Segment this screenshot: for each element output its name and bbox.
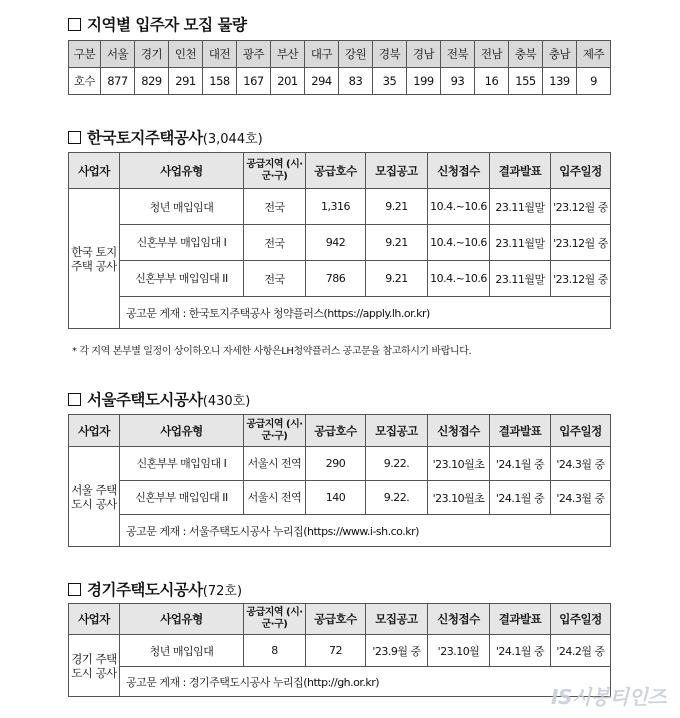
column-header: 공급호수	[306, 604, 366, 635]
region-count-cell: 35	[373, 68, 407, 95]
move-cell: '24.3월 중	[551, 481, 611, 515]
column-header: 신청접수	[428, 415, 490, 447]
checkbox-square-icon	[68, 583, 81, 596]
region-header-cell: 광주	[237, 41, 271, 68]
move-cell: '24.2월 중	[551, 635, 611, 667]
notice-cell: 9.22.	[366, 481, 428, 515]
type-cell: 신혼부부 매입임대 II	[120, 261, 244, 297]
column-header: 사업자	[69, 604, 120, 635]
apply-cell: 10.4.~10.6	[428, 261, 490, 297]
region-count-cell: 201	[271, 68, 305, 95]
region-cell: 전국	[244, 189, 306, 225]
gh-table	[68, 603, 611, 697]
move-cell: '24.3월 중	[551, 447, 611, 481]
region-count-cell: 158	[203, 68, 237, 95]
regional-heading: 지역별 입주자 모집 물량	[68, 13, 246, 35]
lh-header-row	[69, 153, 611, 189]
region-count-cell: 155	[509, 68, 543, 95]
apply-cell: '23.10월초	[428, 447, 490, 481]
column-header: 입주일정	[551, 415, 611, 447]
column-header: 사업유형	[120, 604, 244, 635]
notice-cell: 9.21	[366, 261, 428, 297]
column-header: 신청접수	[428, 153, 490, 189]
region-count-cell: 829	[135, 68, 169, 95]
type-cell: 청년 매입임대	[120, 189, 244, 225]
region-count-cell: 199	[407, 68, 441, 95]
lh-table	[68, 152, 611, 329]
region-count-cell: 291	[169, 68, 203, 95]
units-cell: 290	[306, 447, 366, 481]
column-header: 공급지역 (시·군·구)	[244, 153, 306, 189]
apply-cell: '23.10월	[428, 635, 490, 667]
units-cell: 786	[306, 261, 366, 297]
result-cell: '24.1월 중	[490, 447, 551, 481]
table-row	[69, 481, 611, 515]
region-header-cell: 전북	[441, 41, 475, 68]
region-count-cell: 83	[339, 68, 373, 95]
checkbox-square-icon	[68, 393, 81, 406]
checkbox-square-icon	[68, 131, 81, 144]
result-cell: 23.11월말	[490, 225, 551, 261]
column-header: 신청접수	[428, 604, 490, 635]
region-cell: 전국	[244, 261, 306, 297]
units-cell: 72	[306, 635, 366, 667]
column-header: 결과발표	[490, 153, 551, 189]
regional-count-row	[69, 68, 611, 95]
region-header-cell: 경북	[373, 41, 407, 68]
region-header-cell: 경남	[407, 41, 441, 68]
units-cell: 1,316	[306, 189, 366, 225]
notice-cell: '23.9월 중	[366, 635, 428, 667]
agency-cell: 한국 토지 주택 공사	[69, 189, 120, 329]
column-header: 입주일정	[551, 604, 611, 635]
column-header: 입주일정	[551, 153, 611, 189]
agency-cell: 서울 주택 도시 공사	[69, 447, 120, 547]
column-header: 모집공고	[366, 604, 428, 635]
region-count-cell: 9	[577, 68, 611, 95]
table-row	[69, 189, 611, 225]
region-header-cell: 부산	[271, 41, 305, 68]
region-row-label: 호수	[69, 68, 101, 95]
result-cell: 23.11월말	[490, 189, 551, 225]
column-header: 사업자	[69, 415, 120, 447]
column-header: 모집공고	[366, 415, 428, 447]
region-count-cell: 139	[543, 68, 577, 95]
regional-header-row	[69, 41, 611, 68]
column-header: 모집공고	[366, 153, 428, 189]
result-cell: '24.1월 중	[490, 481, 551, 515]
type-cell: 청년 매입임대	[120, 635, 244, 667]
units-cell: 140	[306, 481, 366, 515]
sh-header-row	[69, 415, 611, 447]
region-cell: 서울시 전역	[244, 481, 306, 515]
type-cell: 신혼부부 매입임대 II	[120, 481, 244, 515]
sh-table	[68, 414, 611, 547]
region-header-cell: 전남	[475, 41, 509, 68]
column-header: 사업자	[69, 153, 120, 189]
agency-cell: 경기 주택 도시 공사	[69, 635, 120, 697]
region-header-cell: 인천	[169, 41, 203, 68]
region-count-cell: 294	[305, 68, 339, 95]
column-header: 사업유형	[120, 415, 244, 447]
notice-cell: 9.21	[366, 189, 428, 225]
gh-heading: 경기주택도시공사(72호)	[68, 578, 242, 600]
column-header: 사업유형	[120, 153, 244, 189]
column-header: 결과발표	[490, 604, 551, 635]
lh-footnote: * 각 지역 본부별 일정이 상이하오니 자세한 사항은LH청약플러스 공고문을 참고하시기 바랍니다.	[72, 346, 472, 357]
region-count-cell: 16	[475, 68, 509, 95]
region-cell: 8	[244, 635, 306, 667]
region-header-cell: 서울	[101, 41, 135, 68]
gh-header-row	[69, 604, 611, 635]
table-row	[69, 261, 611, 297]
result-cell: 23.11월말	[490, 261, 551, 297]
region-header-cell: 충북	[509, 41, 543, 68]
apply-cell: '23.10월초	[428, 481, 490, 515]
notice-cell: 9.21	[366, 225, 428, 261]
result-cell: '24.1월 중	[490, 635, 551, 667]
region-header-cell: 대구	[305, 41, 339, 68]
region-header-cell: 제주	[577, 41, 611, 68]
type-cell: 신혼부부 매입임대 I	[120, 447, 244, 481]
region-header-cell: 충남	[543, 41, 577, 68]
checkbox-square-icon	[68, 18, 81, 31]
region-header-cell: 경기	[135, 41, 169, 68]
region-header-label: 구분	[69, 41, 101, 68]
region-header-cell: 대전	[203, 41, 237, 68]
table-row	[69, 635, 611, 667]
table-row	[69, 447, 611, 481]
type-cell: 신혼부부 매입임대 I	[120, 225, 244, 261]
column-header: 공급호수	[306, 415, 366, 447]
move-cell: '23.12월 중	[551, 189, 611, 225]
footer-row	[69, 515, 611, 547]
column-header: 공급호수	[306, 153, 366, 189]
regional-table	[68, 40, 611, 95]
column-header: 공급지역 (시·군·구)	[244, 415, 306, 447]
units-cell: 942	[306, 225, 366, 261]
region-cell: 서울시 전역	[244, 447, 306, 481]
footer-row	[69, 667, 611, 697]
notice-link-text: 공고문 게재 : 경기주택도시공사 누리집(http://gh.or.kr)	[120, 667, 611, 697]
region-count-cell: 167	[237, 68, 271, 95]
region-count-cell: 877	[101, 68, 135, 95]
region-count-cell: 93	[441, 68, 475, 95]
region-cell: 전국	[244, 225, 306, 261]
footer-row	[69, 297, 611, 329]
move-cell: '23.12월 중	[551, 261, 611, 297]
notice-link-text: 공고문 게재 : 서울주택도시공사 누리집(https://www.i-sh.co.kr)	[120, 515, 611, 547]
column-header: 공급지역 (시·군·구)	[244, 604, 306, 635]
column-header: 결과발표	[490, 415, 551, 447]
notice-cell: 9.22.	[366, 447, 428, 481]
move-cell: '23.12월 중	[551, 225, 611, 261]
apply-cell: 10.4.~10.6	[428, 189, 490, 225]
sh-heading: 서울주택도시공사(430호)	[68, 388, 250, 410]
apply-cell: 10.4.~10.6	[428, 225, 490, 261]
notice-link-text: 공고문 게재 : 한국토지주택공사 청약플러스(https://apply.lh.or.kr)	[120, 297, 611, 329]
table-row	[69, 225, 611, 261]
lh-heading: 한국토지주택공사(3,044호)	[68, 126, 263, 148]
watermark-logo: IS시봉티인즈	[551, 685, 666, 709]
region-header-cell: 강원	[339, 41, 373, 68]
